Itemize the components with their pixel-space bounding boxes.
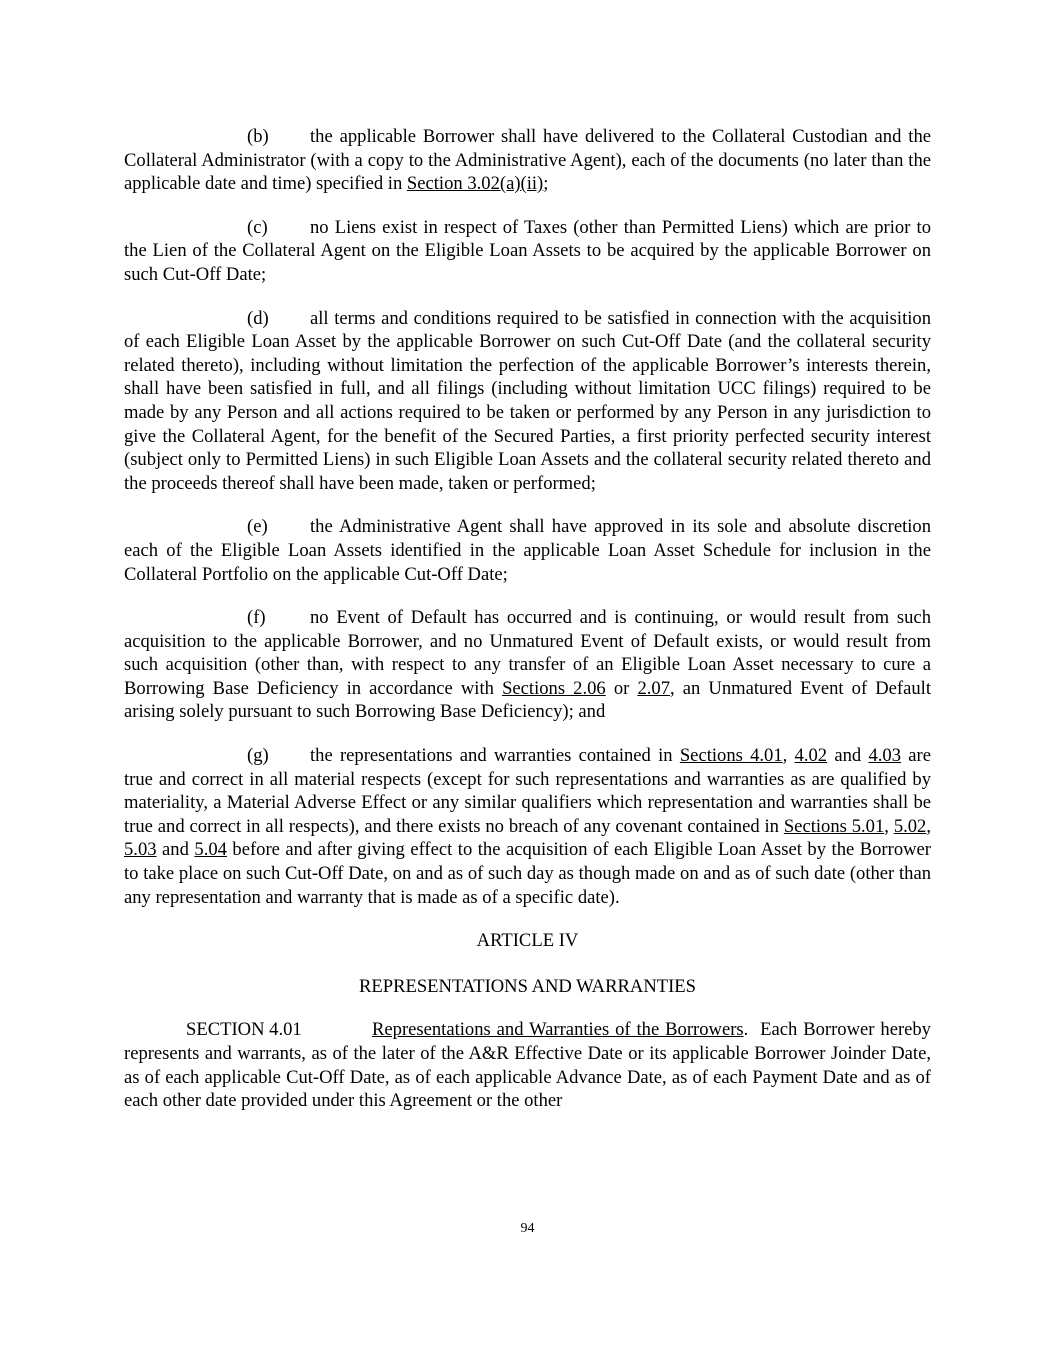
section-reference: 2.07 [637, 677, 670, 699]
section-reference: Sections 5.01 [783, 815, 885, 837]
paragraph-g [124, 744, 931, 909]
paragraph-text: no Liens exist in respect of Taxes (other than Permitted Liens) which are prior to the Lien of the Collateral Agent on the Eligible Loan Assets to be acquired by the applicable Borrower on such Cut-Off Date; [124, 216, 931, 285]
paragraph-text: , [782, 745, 795, 767]
paragraph-b [124, 125, 931, 196]
paragraph-label: (f) [247, 607, 266, 629]
paragraph-label: (d) [247, 307, 269, 329]
paragraph-label: (c) [247, 216, 268, 238]
section-reference: Sections 4.01 [679, 745, 783, 767]
section-heading: Representations and Warranties of the Borrowers [372, 1019, 744, 1041]
section-period: . [743, 1019, 749, 1041]
section-number: SECTION 4.01 [186, 1019, 302, 1041]
section-4-01 [124, 1018, 936, 1112]
section-text: Each Borrower hereby represents and warrants, as of the later of the A&R Effective Date or its applicable Borrower Joinder Date, as of each applicable Cut-Off Date, as of each applicable Advance Date, as of each Payment Date and as of each other date provided under this Agreement or the other [124, 1019, 936, 1112]
section-reference: 5.04 [194, 839, 227, 861]
paragraph-text: before and after giving effect to the acquisition of each Eligible Loan Asset by the Borrower to take place on such Cut-Off Date, on and as of such day as though made on and as of such date (other than any representation and warranty that is made as of a specific date). [124, 839, 931, 908]
section-reference: 5.03 [124, 839, 157, 861]
paragraph-text: ; [543, 173, 549, 195]
paragraph-d [124, 307, 931, 496]
paragraph-label: (g) [247, 745, 269, 767]
paragraph-text: , [884, 815, 894, 837]
paragraph-text: all terms and conditions required to be satisfied in connection with the acquisition of each Eligible Loan Asset by the applicable Borrower on such Cut-Off Date (and the collateral security related thereto), including without limitation the perfection of the applicable Borrower’s interests therein, shall have been satisfied in full, and all filings (including without limitation UCC filings) required to be made by any Person and all actions required to be taken or performed by any Person in any jurisdiction to give the Collateral Agent, for the benefit of the Secured Parties, a first priority perfected security interest (subject only to Permitted Liens) in such Eligible Loan Assets and the collateral security related thereto and the proceeds thereof shall have been made, taken or performed; [124, 307, 931, 494]
article-title: REPRESENTATIONS AND WARRANTIES [358, 975, 696, 997]
paragraph-text: and [156, 839, 195, 861]
paragraph-text: the Administrative Agent shall have approved in its sole and absolute discretion each of the Eligible Loan Assets identified in the applicable Loan Asset Schedule for inclusion in the Collateral Portfolio on the applicable Cut-Off Date; [124, 516, 931, 585]
paragraph-e [124, 515, 931, 586]
paragraph-c [124, 216, 931, 287]
section-reference: 4.02 [794, 745, 828, 767]
document-page [124, 125, 936, 1113]
paragraph-text: no Event of Default has occurred and is continuing, or would result from such acquisition to the applicable Borrower, and no Unmatured Event of Default exists, or would result from such acquisition (other than, with respect to any transfer of an Eligible Loan Asset necessary to cure a Borrowing Base Deficiency in accordance with [124, 607, 931, 699]
paragraph-text: the applicable Borrower shall have delivered to the Collateral Custodian and the Collateral Administrator (with a copy to the Administrative Agent), each of the documents (no later than the applicable date and time) specified in [124, 126, 931, 195]
paragraph-label: (e) [247, 516, 268, 538]
section-reference: 5.02 [893, 815, 927, 837]
page-number: 94 [520, 1221, 535, 1236]
paragraph-text: the representations and warranties contained in [310, 745, 680, 767]
section-reference: Section 3.02(a)(ii) [406, 173, 544, 195]
paragraph-text: are true and correct in all material respects (except for such representations and warranties as are qualified by materiality, a Material Adverse Effect or any similar qualifiers which representation and warranties shall be true and correct in all respects), and there exists no breach of any covenant contained in [124, 745, 931, 837]
paragraph-text: , an Unmatured Event of Default arising solely pursuant to such Borrowing Base Deficiency); and [124, 677, 932, 723]
section-reference: Sections 2.06 [502, 677, 606, 699]
section-reference: 4.03 [868, 745, 902, 767]
paragraph-text: and [827, 745, 869, 767]
paragraph-label: (b) [247, 126, 269, 147]
paragraph-text: , [926, 815, 932, 837]
paragraph-f [124, 606, 931, 724]
article-number: ARTICLE IV [476, 930, 579, 952]
paragraph-text: or [605, 677, 638, 699]
